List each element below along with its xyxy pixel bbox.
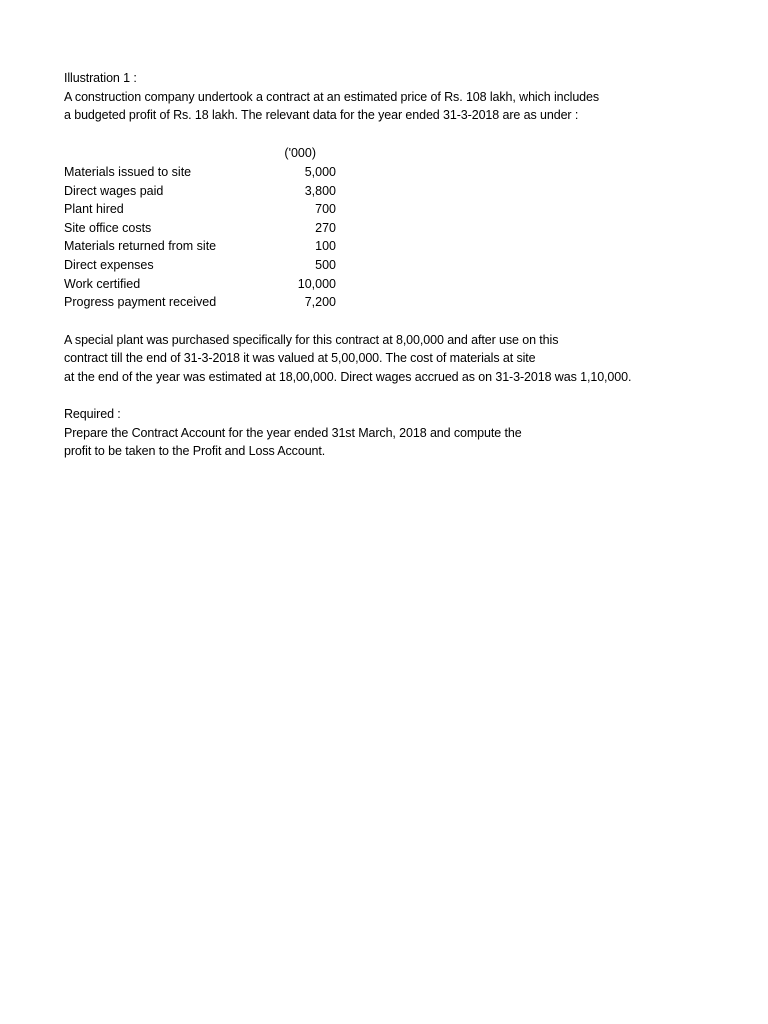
illustration-title: Illustration 1 : xyxy=(64,71,137,85)
row-label: Materials issued to site xyxy=(64,165,192,179)
row-label: Site office costs xyxy=(64,220,152,235)
paragraph-line-3: at the end of the year was estimated at 18,00,000. Direct wages accrued as on 31-3-2018 was 1,10,000. xyxy=(64,370,632,384)
table-row xyxy=(64,182,336,201)
table-row xyxy=(64,219,336,238)
table-row xyxy=(64,293,336,312)
data-table xyxy=(64,163,336,312)
table-row xyxy=(64,237,336,256)
paragraph-line-1: A special plant was purchased specifically for this contract at 8,00,000 and after use on this xyxy=(64,333,559,347)
paragraph-line-2: contract till the end of 31-3-2018 it was valued at 5,00,000. The cost of materials at site xyxy=(64,351,536,365)
intro-line-1: A construction company undertook a contract at an estimated price of Rs. 108 lakh, which includes xyxy=(64,90,600,104)
required-line-2: profit to be taken to the Profit and Loss Account. xyxy=(64,444,326,458)
row-label: Work certified xyxy=(64,276,141,291)
table-row xyxy=(64,256,336,275)
row-label: Direct expenses xyxy=(64,257,154,272)
row-value: 10,000 xyxy=(297,276,336,291)
row-value: 7,200 xyxy=(304,295,336,310)
row-value: 270 xyxy=(315,220,336,235)
required-heading: Required : xyxy=(64,407,121,421)
unit-header: ('000) xyxy=(284,146,316,160)
row-value: 700 xyxy=(315,202,336,217)
table-row xyxy=(64,275,336,294)
row-label: Direct wages paid xyxy=(64,183,164,198)
row-label: Materials returned from site xyxy=(64,239,217,254)
row-label: Plant hired xyxy=(64,202,124,217)
row-label: Progress payment received xyxy=(64,295,217,310)
row-value: 100 xyxy=(315,239,336,254)
table-row xyxy=(64,163,336,182)
required-line-1: Prepare the Contract Account for the year ended 31st March, 2018 and compute the xyxy=(64,426,522,440)
row-value: 3,800 xyxy=(304,183,336,198)
table-row xyxy=(64,200,336,219)
intro-line-2: a budgeted profit of Rs. 18 lakh. The relevant data for the year ended 31-3-2018 are as under : xyxy=(64,108,579,122)
row-value: 500 xyxy=(315,257,336,272)
row-value: 5,000 xyxy=(304,165,336,179)
